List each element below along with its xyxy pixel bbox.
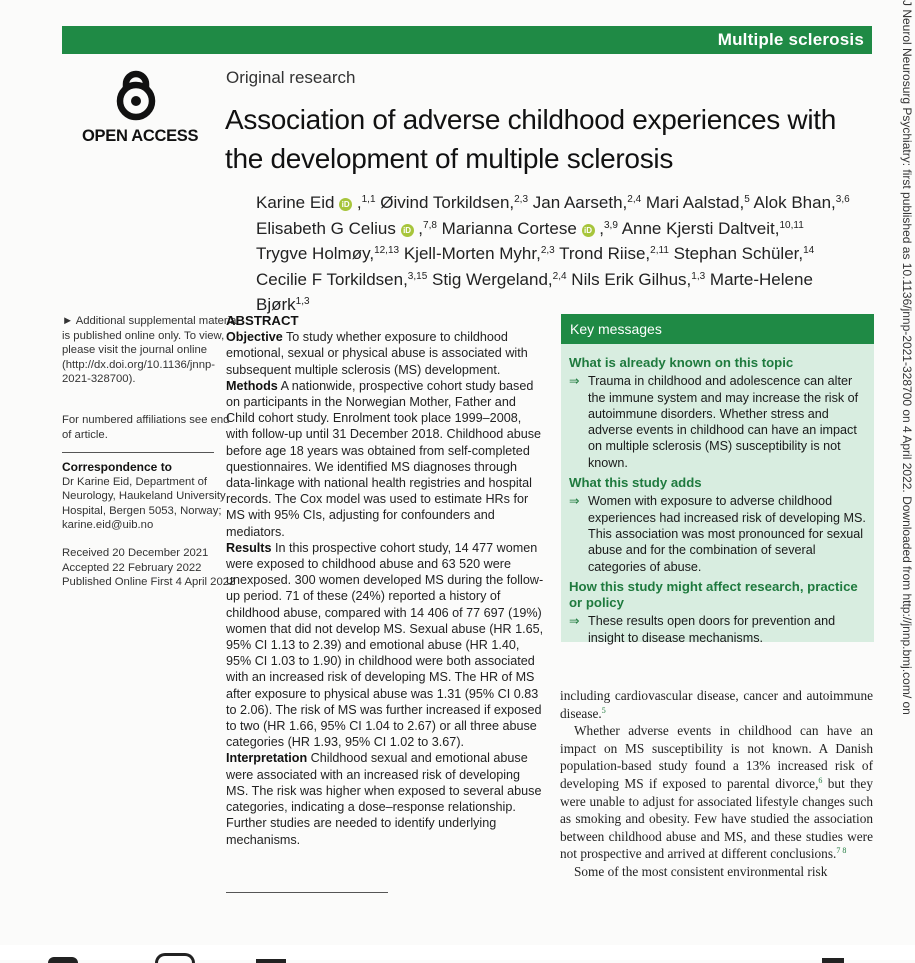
author[interactable] (404, 244, 555, 263)
open-access-label: OPEN ACCESS (82, 127, 199, 145)
body-text-2b: but they were unable to adjust for associated lifestyle changes such as smoking and obesity. Few have studied the association between childhood abuse and MS, and these studies were not prospective and arrived at different conclusions. (560, 775, 873, 862)
adds-heading: What this study adds (569, 475, 702, 491)
body-paragraph (560, 722, 873, 863)
author-affiliation: 1,3 (691, 270, 706, 282)
author-name: Nils Erik Gilhus, (571, 269, 692, 289)
author[interactable] (380, 193, 528, 212)
body-text-3: Some of the most consistent environmental risk (574, 863, 828, 879)
published-date: Published Online First 4 April 2022 (62, 576, 236, 589)
received-date: Received 20 December 2021 (62, 547, 209, 559)
abstract-objective (226, 329, 544, 378)
orcid-icon[interactable]: iD (582, 224, 595, 237)
open-access-icon (111, 72, 161, 122)
author-name: Mari Aalstad, (645, 193, 745, 212)
author-name: Trygve Holmøy, (256, 244, 375, 263)
author[interactable]: Karine Eid iD ,$^{1,1}$ (256, 193, 376, 212)
correspondence-heading: Correspondence to (62, 460, 173, 474)
double-arrow-icon: ⇒ (569, 494, 580, 509)
author-name: Stephan Schüler, (673, 244, 804, 263)
author-affiliation: 2,3 (514, 194, 529, 205)
adds-text: Women with exposure to adverse childhood experiences had increased risk of developing MS. This association was most pronounced for sexual abuse and for the combination of several categories of abuse. (588, 494, 866, 574)
body-text-1: including cardiovascular disease, cancer and autoimmune disease. (560, 688, 873, 721)
abstract-methods (226, 378, 544, 540)
key-messages-box (561, 314, 874, 645)
correspondence-text: Dr Karine Eid, Department of Neurology, Haukeland University Hospital, Bergen 5053, Norway; karine.eid@uib.no (62, 475, 226, 532)
correspondence (62, 460, 242, 533)
author-name: Karine Eid (256, 193, 335, 212)
body-paragraph (560, 863, 873, 881)
body-paragraph (560, 687, 873, 722)
author[interactable] (256, 270, 427, 289)
author-name: Kjell-Morten Myhr, (403, 244, 541, 263)
affect-heading: How this study might affect research, practice or policy (569, 578, 858, 611)
interpretation-text: Childhood sexual and emotional abuse were associated with an increased risk of developing MS. The risk was higher when exposed to several abuse categories, indicating a dose–response relationship. Further studies are needed to identify underlying mechanisms. (226, 751, 542, 847)
article-title: Association of adverse childhood experiences with the development of multiple sclerosis (225, 104, 836, 174)
author[interactable] (646, 193, 750, 212)
affect-text: These results open doors for prevention and insight to disease mechanisms. (588, 614, 836, 645)
body-text (560, 687, 873, 881)
author-name: Trond Riise, (559, 244, 651, 263)
methods-text: A nationwide, prospective cohort study based on participants in the Norwegian Mother, Father and Child cohort study. Enrolment took place 1999–2008, with follow-up until 31 December 2018. Childhood abuse before age 18 years was obtained from self-completed questionnaires. We identified MS diagnoses through data-linkage with national health registries and hospital records. The Cox model was used to estimate HRs for MS with 95% CIs, adjusting for confounders and mediators. (226, 378, 542, 539)
author[interactable] (432, 270, 567, 289)
results-text: In this prospective cohort study, 14 477 women were exposed to childhood abuse and 63 520 were unexposed. 300 women developed MS during the follow-up period. 71 of these (24%) reported a history of childhood abuse, compared with 14 406 of 77 697 (19%) women that did not develop MS. Sexual abuse (HR 1.65, 95% CI 1.13 to 2.39) and emotional abuse (HR 1.40, 95% CI 1.03 to 1.90) in childhood were both associated with an increased risk of developing MS. The HR of MS after exposure to physical abuse was 1.31 (95% CI 0.83 to 2.06). The risk of MS was further increased if exposed to two (HR 1.66, 95% CI 1.04 to 2.67) or all three abuse categories (HR 1.93, 95% CI 1.02 to 3.67). (226, 540, 544, 750)
author-affiliation: 3,9 (603, 219, 618, 231)
author[interactable] (622, 219, 804, 238)
abstract (226, 313, 544, 848)
author[interactable] (256, 244, 399, 263)
share-icon[interactable] (256, 959, 286, 963)
known-text: Trauma in childhood and adolescence can alter the immune system and may increase the risk of autoimmune disorders. Whether stress and adverse events in childhood can have an impact on multiple sclerosis (MS) susceptibility is not known. (588, 374, 859, 470)
author-affiliation: 2,4 (627, 194, 642, 205)
bookmark-icon[interactable] (822, 958, 844, 963)
known-heading: What is already known on this topic (569, 355, 794, 370)
reference-link[interactable]: 5 (601, 705, 606, 715)
author-name: Øivind Torkildsen, (380, 193, 515, 212)
author-affiliation: 1,1 (361, 194, 376, 205)
reference-link[interactable]: 7 8 (836, 846, 847, 856)
author-name: Alok Bhan, (753, 193, 836, 212)
author[interactable] (571, 270, 705, 289)
author[interactable]: Elisabeth G Celius iD ,$^{7,8}$ (256, 218, 437, 238)
divider (62, 452, 214, 453)
section-label: Multiple sclerosis (717, 30, 864, 49)
adds-item (569, 493, 866, 574)
author-name: Anne Kjersti Daltveit, (621, 218, 780, 238)
objective-text: To study whether exposure to childhood emotional, sexual or physical abuse is associated with subsequent multiple sclerosis (MS) development. (226, 330, 528, 377)
author-name: Marte-Helene Bjørk (256, 269, 813, 314)
author-affiliation: 10,11 (779, 219, 804, 231)
supplemental-text: ► Additional supplemental material is published online only. To view, please visit the journal online (http://dx.doi.org/10.1136/jnnp-2021-328700). (62, 315, 239, 386)
side-strip-text: J Neurol Neurosurg Psychiatry: first published as 10.1136/jnnp-2021-328700 on 4 April 2022. Downloaded from http://jnnp.bmj.com/ on (900, 0, 914, 715)
author-list (256, 190, 871, 318)
author-name: Jan Aarseth, (532, 193, 628, 212)
affiliations-note: For numbered affiliations see end of article. (62, 414, 230, 441)
author[interactable] (674, 244, 815, 263)
methods-label: Methods (226, 378, 278, 393)
article-type: Original research (226, 68, 356, 87)
comment-icon[interactable] (155, 953, 195, 963)
author-affiliation: 5 (744, 194, 750, 205)
author-affiliation: 2,4 (552, 270, 567, 282)
author-affiliation: 3,6 (835, 194, 850, 205)
reference-link[interactable]: 6 (818, 775, 823, 785)
objective-label: Objective (226, 330, 283, 345)
orcid-icon[interactable]: iD (401, 224, 414, 237)
author-name: Elisabeth G Celius (256, 218, 396, 238)
divider (226, 892, 388, 893)
author-name: Stig Wergeland, (432, 269, 553, 289)
affect-item (569, 613, 866, 646)
author[interactable]: Marianna Cortese iD ,$^{3,9}$ (441, 218, 618, 238)
bottom-toolbar (0, 945, 915, 960)
author-affiliation: 12,13 (374, 245, 400, 256)
abstract-heading: ABSTRACT (226, 313, 299, 328)
orcid-icon[interactable]: iD (339, 198, 352, 211)
accepted-date: Accepted 22 February 2022 (62, 561, 202, 574)
author-affiliation: 14 (803, 245, 815, 256)
supplemental-note (62, 314, 242, 387)
side-strip (900, 0, 915, 940)
known-item (569, 373, 866, 471)
abstract-interpretation (226, 750, 544, 847)
double-arrow-icon: ⇒ (569, 614, 580, 629)
author-name: Cecilie F Torkildsen, (256, 269, 408, 289)
author-affiliation: 2,3 (540, 245, 555, 256)
author-affiliation: 7,8 (423, 219, 437, 231)
author-affiliation: 3,15 (407, 270, 428, 282)
author[interactable] (533, 193, 641, 212)
results-label: Results (226, 540, 272, 555)
article-dates (62, 546, 242, 590)
author-name: Marianna Cortese (441, 218, 577, 238)
author-affiliation: 1,3 (295, 296, 310, 307)
heart-icon[interactable] (48, 957, 78, 963)
author[interactable] (754, 193, 850, 212)
section-banner (62, 26, 872, 54)
author[interactable] (559, 244, 669, 263)
body-text-2a: Whether adverse events in childhood can have an impact on MS susceptibility is not known. A Danish population-based study found a 13% increased risk of developing MS if exposed to parental divorce, (560, 723, 873, 791)
key-messages-title: Key messages (561, 314, 874, 344)
abstract-results (226, 540, 544, 751)
author-affiliation: 2,11 (650, 245, 669, 256)
double-arrow-icon: ⇒ (569, 374, 580, 389)
interpretation-label: Interpretation (226, 751, 308, 766)
